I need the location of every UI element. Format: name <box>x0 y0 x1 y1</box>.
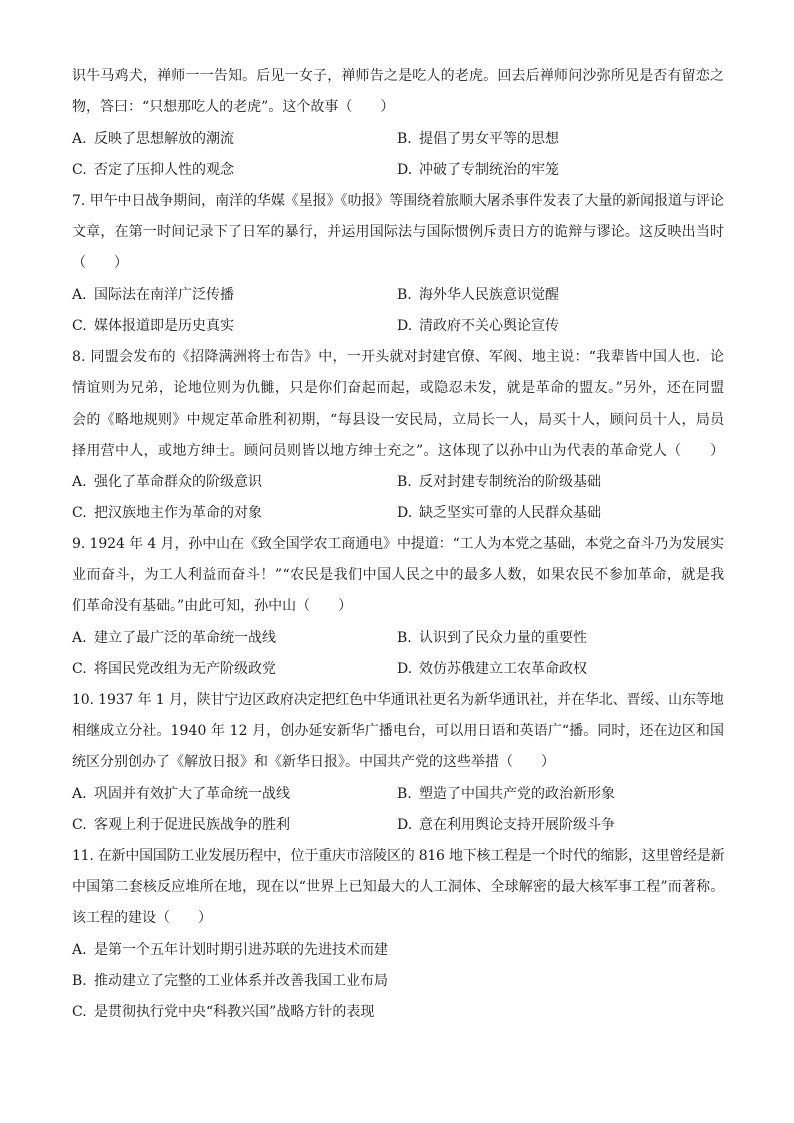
question-6-stem-line: 识牛马鸡犬，禅师一一告知。后见一女子，禅师告之是吃人的老虎。回去后禅师问沙弥所见是否有留恋之 <box>72 68 725 84</box>
question-11-stem-line: 11. 在新中国国防工业发展历程中，位于重庆市涪陵区的 816 地下核工程是一个时代的缩影，这里曾经是新 <box>72 848 725 864</box>
question-9-option-d: D. 效仿苏俄建立工农革命政权 <box>397 661 587 677</box>
question-7-stem-line: 7. 甲午中日战争期间，南洋的华媒《星报》《叻报》等围绕着旅顺大屠杀事件发表了大量的新闻报道与评论 <box>72 193 724 209</box>
question-8-stem-line: 择用营中人，或地方绅士。顾问员则皆以地方绅士充之”。这体现了以孙中山为代表的革命党人（ ） <box>72 443 725 459</box>
question-9-stem-line: 业而奋斗，为工人利益而奋斗！”“农民是我们中国人民之中的最多人数，如果农民不参加革命，就是我 <box>72 567 725 583</box>
question-10-option-b: B. 塑造了中国共产党的政治新形象 <box>397 786 615 802</box>
question-11-stem-line: 中国第二套核反应堆所在地，现在以“世界上已知最大的人工洞体、全球解密的最大核军事工程”而著称。 <box>72 879 725 895</box>
question-7-option-c: C. 媒体报道即是历史真实 <box>72 318 234 334</box>
question-6-option-d: D. 冲破了专制统治的牢笼 <box>397 162 559 178</box>
question-8-option-b: B. 反对封建专制统治的阶级基础 <box>397 474 601 490</box>
question-9-option-a: A. 建立了最广泛的革命统一战线 <box>72 630 276 646</box>
question-9-option-c: C. 将国民党改组为无产阶级政党 <box>72 661 276 677</box>
question-8-stem-line: 会的《略地规则》中规定革命胜利初期，“每县设一安民局，立局长一人，局买十人，顾问员十人，局员 <box>72 412 725 428</box>
question-11-option-b: B. 推动建立了完整的工业体系并改善我国工业布局 <box>72 973 388 989</box>
question-11-option-c: C. 是贯彻执行党中央“科教兴国”战略方针的表现 <box>72 1004 375 1020</box>
question-6-option-c: C. 否定了压抑人性的观念 <box>72 162 234 178</box>
question-9-stem-line: 9. 1924 年 4 月，孙中山在《致全国学农工商通电》中提道：“工人为本党之基础，本党之奋斗乃为发展实 <box>72 536 724 552</box>
question-11-option-a: A. 是第一个五年计划时期引进苏联的先进技术而建 <box>72 942 388 958</box>
question-10-stem-line: 统区分别创办了《解放日报》和《新华日报》。中国共产党的这些举措（ ） <box>72 754 555 770</box>
question-10-option-a: A. 巩固并有效扩大了革命统一战线 <box>72 786 290 802</box>
question-8-stem-line: 8. 同盟会发布的《招降满洲将士布告》中，一开头就对封建官僚、军阀、地主说：“我辈皆中国人也．论 <box>72 349 725 365</box>
question-7-stem-line: （ ） <box>72 255 128 271</box>
question-10-stem-line: 10. 1937 年 1 月，陕甘宁边区政府决定把红色中华通讯社更名为新华通讯社，并在华北、晋绥、山东等地 <box>72 692 724 708</box>
question-9-option-b: B. 认识到了民众力量的重要性 <box>397 630 587 646</box>
question-8-stem-line: 情谊则为兄弟，论地位则为仇雠，只是你们奋起而起，或隐忍未发，就是革命的盟友。”另外，还在同盟 <box>72 380 725 396</box>
question-8-option-c: C. 把汉族地主作为革命的对象 <box>72 505 262 521</box>
question-7-option-a: A. 国际法在南洋广泛传播 <box>72 287 234 303</box>
question-10-option-c: C. 客观上利于促进民族战争的胜利 <box>72 817 290 833</box>
question-7-option-d: D. 清政府不关心舆论宣传 <box>397 318 559 334</box>
question-11-stem-line: 该工程的建设（ ） <box>72 910 212 926</box>
question-9-stem-line: 们革命没有基础。”由此可知，孙中山（ ） <box>72 598 353 614</box>
question-6-option-b: B. 提倡了男女平等的思想 <box>397 131 559 147</box>
question-6-option-a: A. 反映了思想解放的潮流 <box>72 131 234 147</box>
question-10-option-d: D. 意在利用舆论支持开展阶级斗争 <box>397 817 615 833</box>
question-8-option-d: D. 缺乏坚实可靠的人民群众基础 <box>397 505 601 521</box>
question-10-stem-line: 相继成立分社。1940 年 12 月，创办延安新华广播电台，可以用日语和英语广“播。同时，还在边区和国 <box>72 723 725 739</box>
question-6-stem-line: 物，答曰：“只想那吃人的老虎”。这个故事（ ） <box>72 99 395 115</box>
question-7-stem-line: 文章，在第一时间记录下了日军的暴行，并运用国际法与国际惯例斥责日方的诡辩与谬论。这反映出当时 <box>72 224 725 240</box>
question-7-option-b: B. 海外华人民族意识觉醒 <box>397 287 559 303</box>
question-8-option-a: A. 强化了革命群众的阶级意识 <box>72 474 262 490</box>
